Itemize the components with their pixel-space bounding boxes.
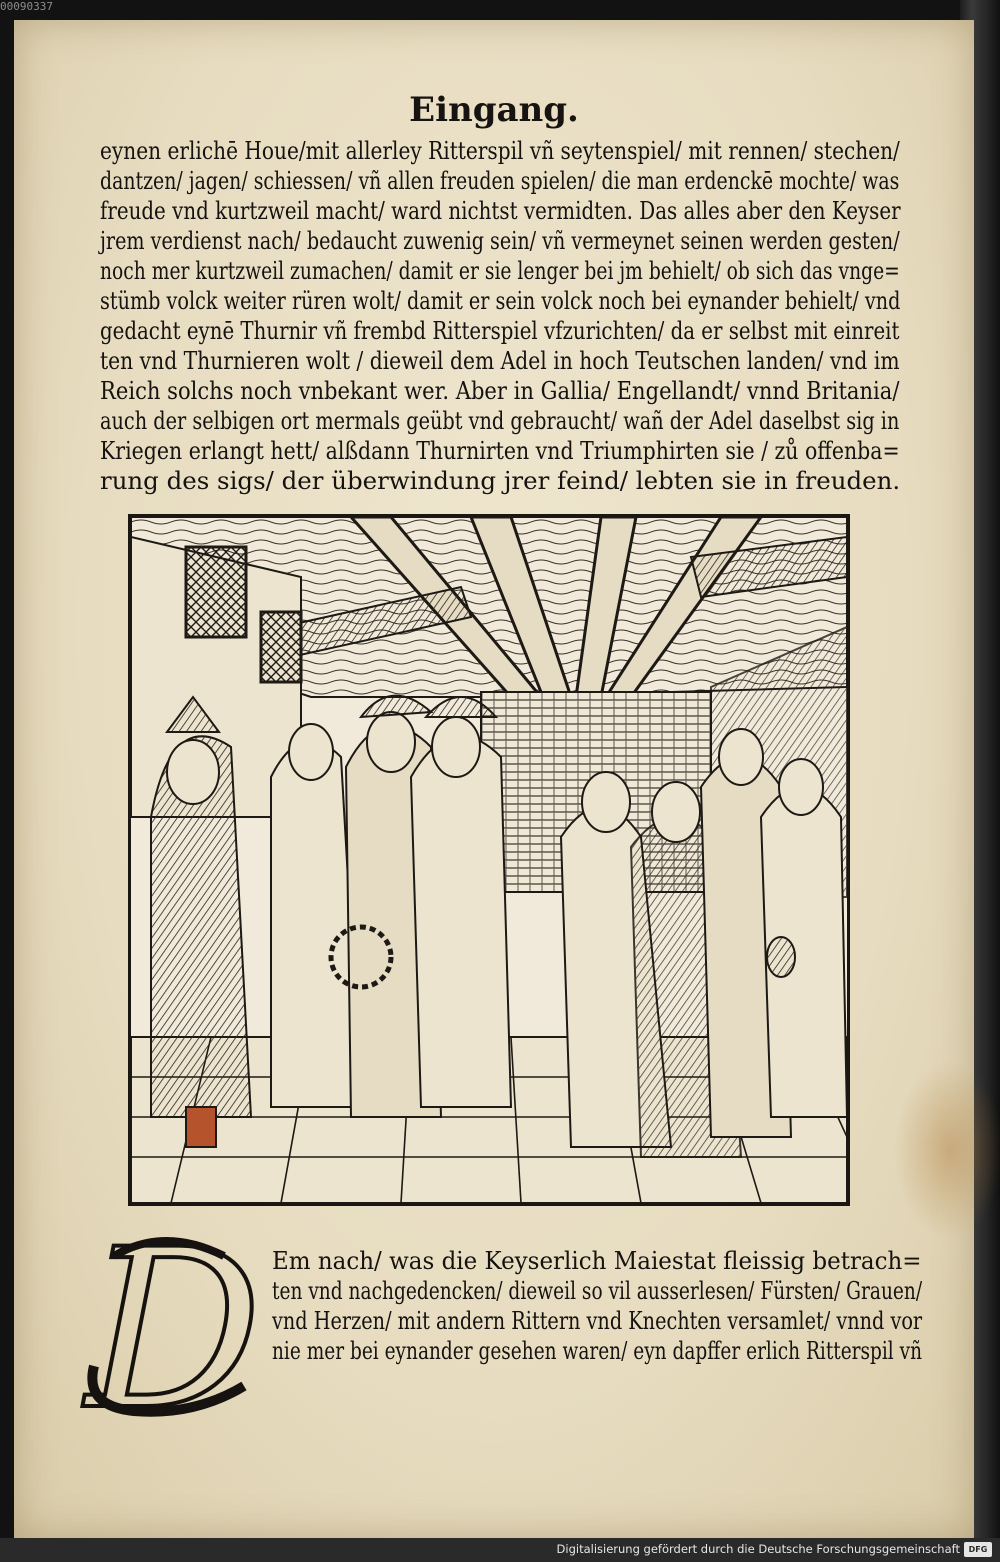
text-line: Em nach/ was die Keyserlich Maiestat fleissig betrach=: [272, 1246, 922, 1275]
dfg-logo-icon: DFG: [964, 1542, 992, 1557]
text-line: eynen erlichē Houe/mit allerley Ritterspil vñ seytenspiel/ mit rennen/ stechen/: [100, 136, 900, 165]
text-line: stümb volck weiter rüren wolt/ damit er sein volck noch bei eynander behielt/ vnd: [100, 286, 901, 315]
text-line: vnd Herzen/ mit andern Rittern vnd Knechten versamlet/ vnnd vor: [272, 1306, 923, 1335]
book-page: [14, 20, 974, 1538]
text-line: dantzen/ jagen/ schiessen/ vñ allen freuden spielen/ die man erdenckē mochte/ was: [100, 166, 900, 195]
text-line: auch der selbigen ort mermals geübt vnd gebraucht/ wañ der Adel daselbst sig in: [100, 406, 900, 435]
text-line: freude vnd kurtzweil macht/ ward nichtst vermidten. Das alles aber den Keyser: [100, 196, 901, 225]
drop-cap-letter: D: [85, 1216, 263, 1426]
text-line: nie mer bei eynander gesehen waren/ eyn dapffer erlich Ritterspil vñ: [272, 1336, 923, 1365]
running-head: Eingang.: [409, 90, 579, 130]
scan-id-label: 00090337: [0, 0, 53, 13]
text-line: noch mer kurtzweil zumachen/ damit er sie lenger bei jm behielt/ ob sich das vnge=: [100, 256, 900, 285]
water-stain: [894, 1060, 1000, 1240]
footer-credit: Digitalisierung gefördert durch die Deutsche Forschungsgemeinschaft: [556, 1542, 960, 1556]
footer-bar: [0, 1538, 1000, 1562]
text-line: ten vnd Thurnieren wolt / dieweil dem Adel in hoch Teutschen landen/ vnd im: [100, 346, 900, 375]
drop-cap-initial: [74, 1216, 274, 1426]
woodcut-illustration: [128, 514, 850, 1206]
text-block-bottom: [272, 1246, 1000, 1366]
text-line: ten vnd nachgedencken/ dieweil so vil ausserlesen/ Fürsten/ Grauen/: [272, 1276, 923, 1305]
text-line: jrem verdienst nach/ bedaucht zuwenig sein/ vñ vermeynet seinen werden gesten/: [100, 226, 900, 255]
text-line: rung des sigs/ der überwindung jrer feind/ lebten sie in freuden.: [100, 466, 901, 495]
text-line: Kriegen erlangt hett/ alßdann Thurnirten vnd Triumphirten sie / zů offenba=: [100, 436, 900, 465]
text-line: gedacht eynē Thurnir vñ frembd Ritterspiel vfzurichten/ da er selbst mit einreit: [100, 316, 900, 345]
text-line: Reich solchs noch vnbekant wer. Aber in Gallia/ Engellandt/ vnnd Britania/: [100, 376, 900, 405]
text-block-top: [100, 136, 1000, 496]
